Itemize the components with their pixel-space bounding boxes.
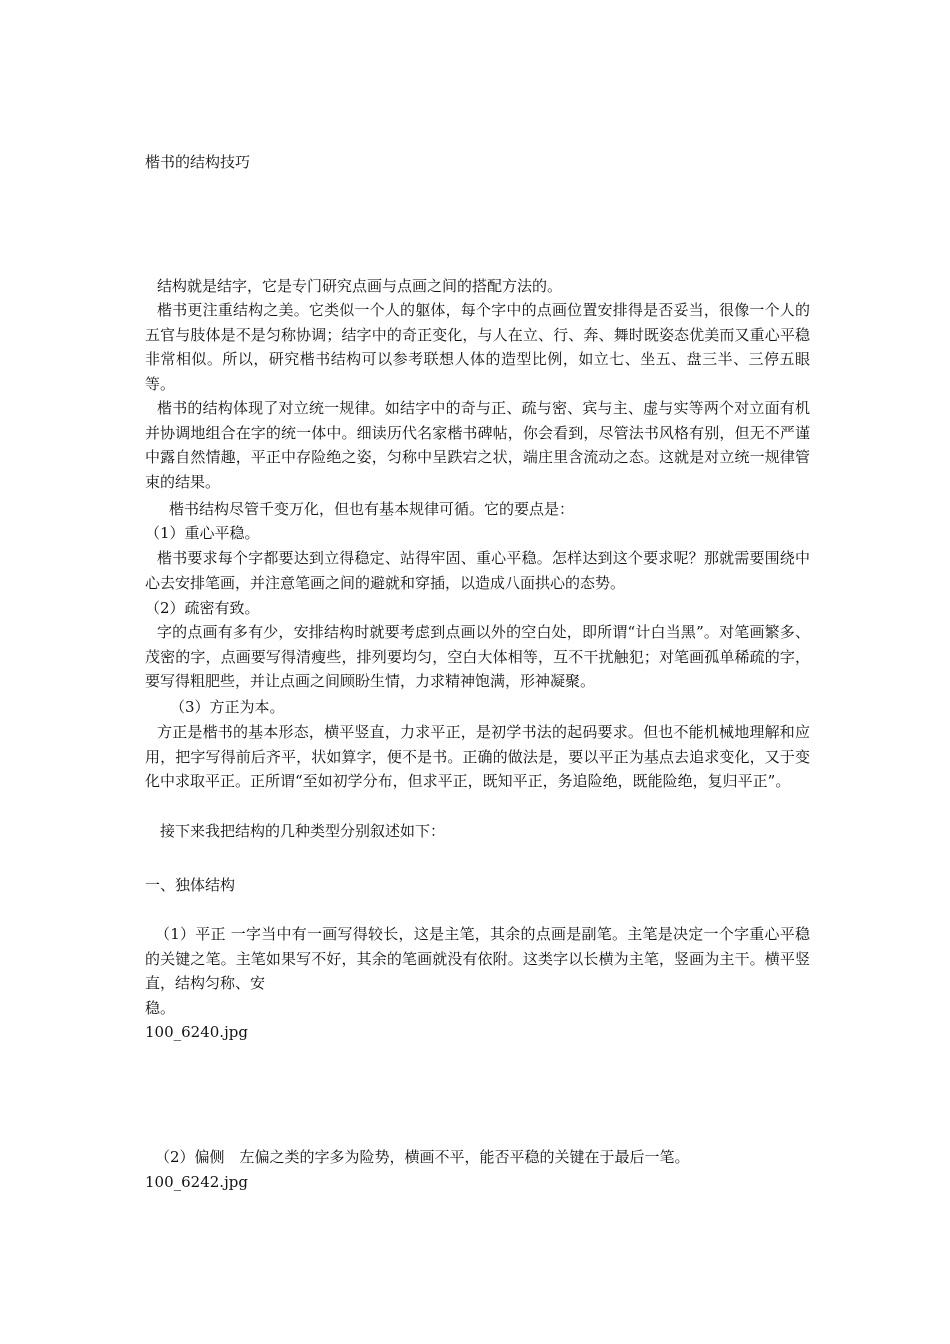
heading-squareness: （3）方正为本。 [170,698,285,716]
paragraph-squareness: 方正是楷书的基本形态，横平竖直，力求平正，是初学书法的起码要求。但也不能机械地理解和应用，把字写得前后齐平，状如算字，便不是书。正确的做法是，要以平正为基点去追求变化，又于变化中求取平正。正所谓“至如初学分布，但求平正，既知平正，务追险绝，既能险绝，复归平正”。 [145,723,810,790]
heading-center-of-gravity: （1）重心平稳。 [145,524,260,542]
document-title: 楷书的结构技巧 [145,153,251,171]
paragraph-density: 字的点画有多有少，安排结构时就要考虑到点画以外的空白处，即所谓“计白当黑”。对笔画繁多、茂密的字，点画要写得清瘦些，排列要均匀，空白大体相等，互不干扰触犯；对笔画孤单稀疏的字，要写得粗肥些，并让点画之间顾盼生情，力求精神饱满，形神凝聚。 [145,623,810,690]
paragraph-level-upright: （1）平正 一字当中有一画写得较长，这是主笔，其余的点画是副笔。主笔是决定一个字重心平稳的关键之笔。主笔如果写不好，其余的笔画就没有依附。这类字以长横为主笔，竖画为主干。横平竖直，结构匀称、安 [145,925,810,992]
image-filename-1: 100_6240.jpg [145,1023,248,1041]
paragraph-structure-beauty: 楷书更注重结构之美。它类似一个人的躯体，每个字中的点画位置安排得是否妥当，很像一个人的五官与肢体是不是匀称协调；结字中的奇正变化，与人在立、行、奔、舞时既姿态优美而又重心平稳非常相似。所以，研究楷书结构可以参考联想人体的造型比例，如立七、坐五、盘三半、三停五眼等。 [145,301,810,393]
heading-density: （2）疏密有致。 [145,599,260,617]
paragraph-types-intro: 接下来我把结构的几种类型分别叙述如下： [160,822,446,840]
paragraph-unity-of-opposites: 楷书的结构体现了对立统一规律。如结字中的奇与正、疏与密、宾与主、虚与实等两个对立面有机并协调地组合在字的统一体中。细读历代名家楷书碑帖，你会看到，尽管法书风格有别，但无不严谨中露自然情趣，平正中存险绝之姿，匀称中呈跌宕之状，端庄里含流动之态。这就是对立统一规律管束的结果。 [145,399,810,491]
paragraph-level-upright-end: 稳。 [145,999,176,1017]
section-heading-single-structure: 一、独体结构 [145,876,236,894]
image-filename-2: 100_6242.jpg [145,1173,248,1191]
paragraph-side-lean: （2）偏侧 左偏之类的字多为险势，横画不平，能否平稳的关键在于最后一笔。 [155,1148,690,1166]
paragraph-key-points: 楷书结构尽管千变万化，但也有基本规律可循。它的要点是： [169,500,575,518]
paragraph-center-of-gravity: 楷书要求每个字都要达到立得稳定、站得牢固、重心平稳。怎样达到这个要求呢？那就需要围绕中心去安排笔画，并注意笔画之间的避就和穿插，以造成八面拱心的态势。 [145,549,810,592]
paragraph-intro: 结构就是结字，它是专门研究点画与点画之间的搭配方法的。 [157,277,563,295]
